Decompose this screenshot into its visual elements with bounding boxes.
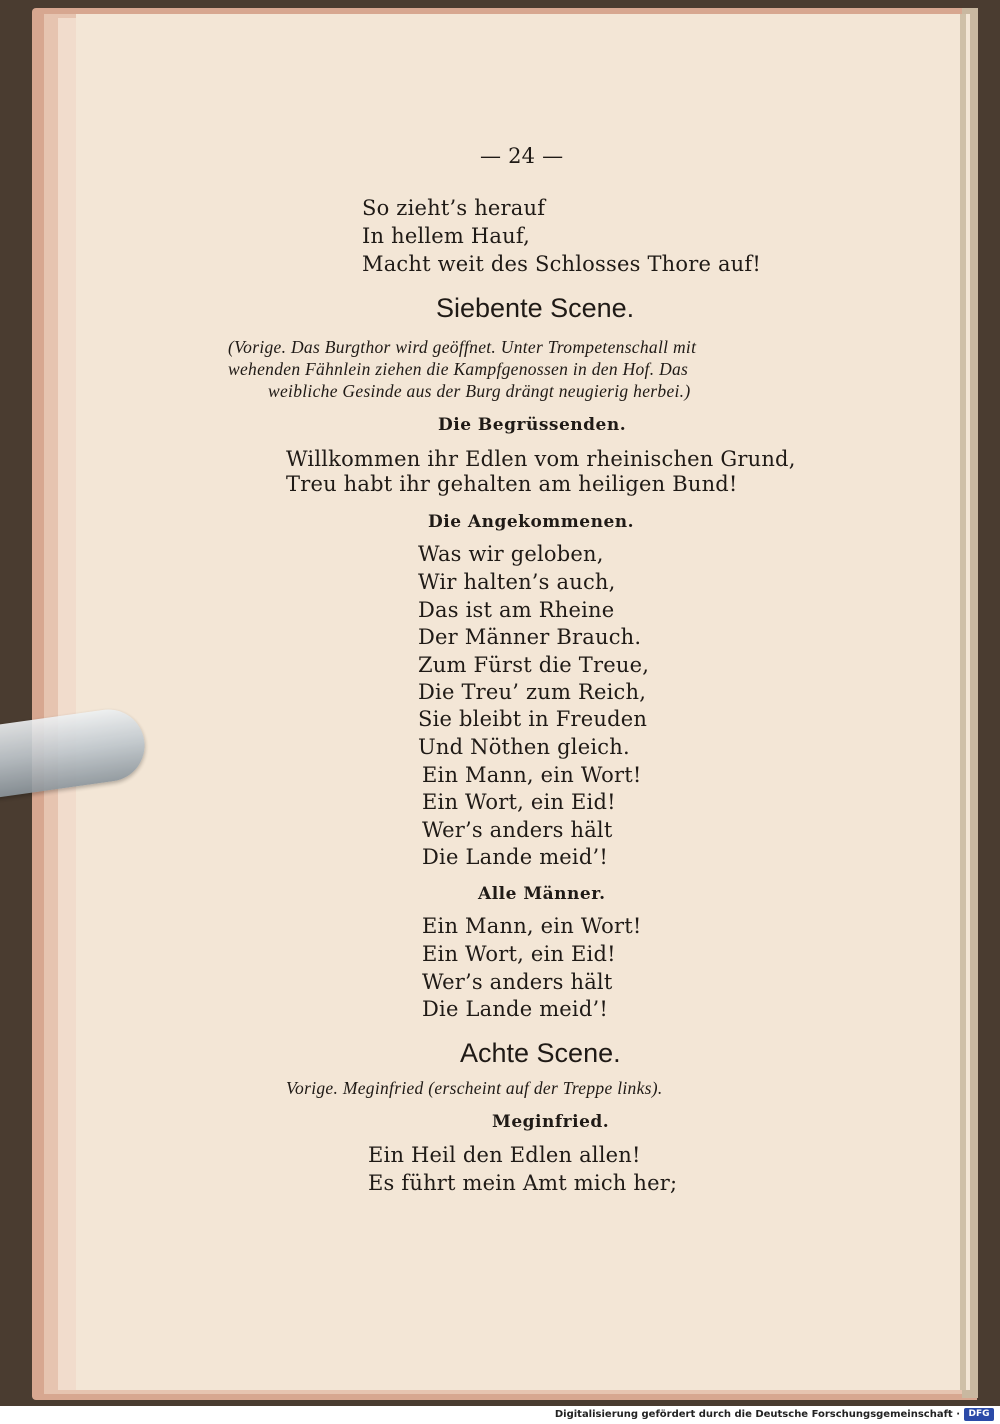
stage-direction: weibliche Gesinde aus der Burg drängt neugierig herbei.) (268, 381, 691, 401)
verse-line: Was wir geloben, (418, 542, 604, 566)
verse-line: Es führt mein Amt mich her; (368, 1171, 678, 1195)
verse-line: Zum Fürst die Treue, (418, 653, 650, 677)
verse-line: Ein Heil den Edlen allen! (368, 1143, 641, 1167)
verse-line: Wer’s anders hält (422, 818, 613, 842)
stage-direction: (Vorige. Das Burgthor wird geöffnet. Unter Trompetenschall mit (228, 337, 697, 357)
speaker-name: Die Angekommenen. (428, 512, 635, 532)
verse-line: Die Treu’ zum Reich, (418, 680, 647, 704)
stage-direction: Vorige. Meginfried (erscheint auf der Treppe links). (286, 1078, 663, 1098)
verse-line: Ein Wort, ein Eid! (422, 790, 616, 814)
scene-heading: Siebente Scene. (436, 293, 635, 323)
verse-line: Die Lande meid’! (422, 997, 609, 1021)
scene-heading: Achte Scene. (460, 1038, 621, 1068)
speaker-name: Meginfried. (492, 1112, 610, 1132)
stage-direction: wehenden Fähnlein ziehen die Kampfgenossen in den Hof. Das (228, 359, 689, 379)
dfg-logo: DFG (964, 1408, 994, 1421)
verse-line: Wir halten’s auch, (418, 570, 616, 594)
verse-line: Die Lande meid’! (422, 845, 609, 869)
speaker-name: Alle Männer. (478, 884, 606, 904)
verse-line: Ein Wort, ein Eid! (422, 942, 616, 966)
verse-line: Und Nöthen gleich. (418, 735, 630, 759)
verse-line: Ein Mann, ein Wort! (422, 763, 642, 787)
verse-line: In hellem Hauf, (362, 224, 530, 248)
page-number: — 24 — (480, 144, 564, 168)
verse-line: Ein Mann, ein Wort! (422, 914, 642, 938)
speaker-name: Die Begrüssenden. (438, 415, 627, 435)
footer-bar (0, 1406, 1000, 1424)
verse-line: Das ist am Rheine (418, 598, 615, 622)
verse-line: Willkommen ihr Edlen vom rheinischen Grund, (286, 447, 796, 471)
funding-credit: Digitalisierung gefördert durch die Deutsche Forschungsgemeinschaft · (554, 1409, 960, 1420)
verse-line: So zieht’s herauf (362, 196, 546, 220)
verse-line: Macht weit des Schlosses Thore auf! (362, 252, 762, 276)
verse-line: Der Männer Brauch. (418, 625, 642, 649)
verse-line: Wer’s anders hält (422, 970, 613, 994)
gutter-shadow (960, 14, 966, 1390)
verse-line: Treu habt ihr gehalten am heiligen Bund! (286, 472, 738, 496)
verse-line: Sie bleibt in Freuden (418, 707, 648, 731)
